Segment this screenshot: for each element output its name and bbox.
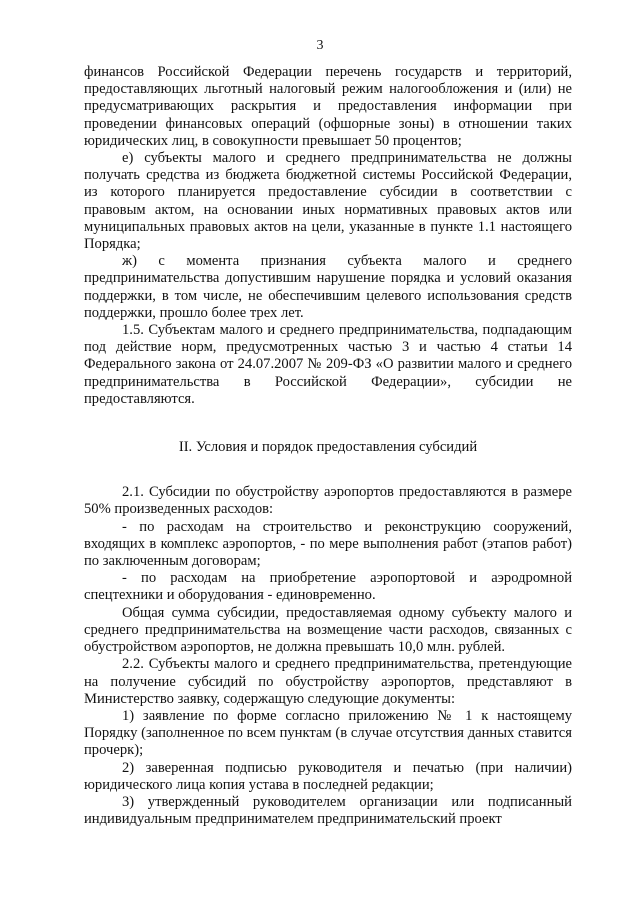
paragraph-1-5: 1.5. Субъектам малого и среднего предпринимательства, подпадающим под действие норм, предусмотренных частью 3 и частью 4 статьи 14 Федерального закона от 24.07.2007 № 209-ФЗ «О развитии малого и среднего предпринимательства в Российской Федерации», субсидии не предоставляются. — [84, 322, 572, 407]
paragraph-item-zh: ж) с момента признания субъекта малого и среднего предпринимательства допустившим нарушение порядка и условий оказания поддержки, в том числе, не обеспечившим целевого использования средств поддержки, прошло более трех лет. — [84, 253, 572, 321]
paragraph-total-subsidy: Общая сумма субсидии, предоставляемая одному субъекту малого и среднего предпринимательства на возмещение части расходов, связанных с обустройством аэропортов, не должна превышать 10,0 млн. рублей. — [84, 604, 572, 656]
paragraph-document-1: 1) заявление по форме согласно приложению № 1 к настоящему Порядку (заполненное по всем пунктам (в случае отсутствия данных ставится прочерк); — [84, 707, 572, 759]
paragraph-document-2: 2) заверенная подписью руководителя и печатью (при наличии) юридического лица копия устава в последней редакции; — [84, 759, 572, 793]
paragraph-offshore-continuation: финансов Российской Федерации перечень государств и территорий, предоставляющих льготный налоговый режим налогообложения и (или) не предусматривающих раскрытия и предоставления информации при проведении финансовых операций (офшорные зоны) в отношении таких юридических лиц, в совокупности превышает 50 процентов; — [84, 64, 572, 149]
paragraph-item-e: е) субъекты малого и среднего предпринимательства не должны получать средства из бюджета бюджетной системы Российской Федерации, из которого планируется предоставление субсидии в соответствии с правовым актом, на основании иных нормативных правовых актов или муниципальных правовых актов на цели, указанные в пункте 1.1 настоящего Порядка; — [84, 150, 572, 253]
paragraph-2-1: 2.1. Субсидии по обустройству аэропортов предоставляются в размере 50% произведенных расходов: — [84, 484, 572, 518]
section-heading: II. Условия и порядок предоставления субсидий — [178, 439, 478, 456]
page-number: 3 — [316, 38, 324, 53]
paragraph-construction-costs: - по расходам на строительство и реконструкцию сооружений, входящих в комплекс аэропортов, - по мере выполнения работ (этапов работ) по заключенным договорам; — [84, 518, 572, 570]
document-body — [84, 64, 572, 828]
paragraph-2-2: 2.2. Субъекты малого и среднего предпринимательства, претендующие на получение субсидий по обустройству аэропортов, представляют в Министерство заявку, содержащую следующие документы: — [84, 656, 572, 707]
paragraph-document-3: 3) утвержденный руководителем организации или подписанный индивидуальным предпринимателем предпринимательский проект — [84, 793, 572, 828]
paragraph-equipment-costs: - по расходам на приобретение аэропортовой и аэродромной спецтехники и оборудования - единовременно. — [84, 570, 572, 604]
